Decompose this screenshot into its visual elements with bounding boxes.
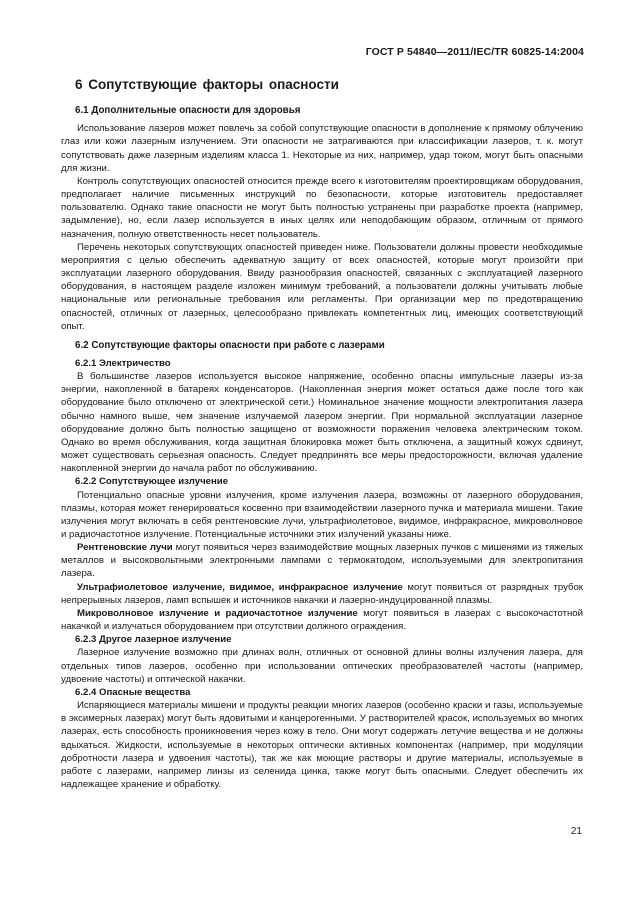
page-number: 21 (570, 826, 582, 837)
subsection-6-2-4-title: 6.2.4 Опасные вещества (75, 686, 191, 698)
paragraph-uv (61, 581, 583, 607)
paragraph: Контроль сопутствующих опасностей относится прежде всего к изготовителям проектировщикам оборудования, предполагает наличие письменных инструкций по безопасности, которые изготовитель предоставляет пользователю. Однако такие опасности не могут быть полностью устранены при разработке проекта (например, задымление), но, если лазер используется в иных целях или неподобающим образом, отличным от прямого назначения, полную ответственность несет пользователь. (61, 175, 583, 240)
page-content (61, 78, 583, 791)
paragraph: Потенциально опасные уровни излучения, кроме излучения лазера, возможны от лазерного оборудования, плазмы, которая может генерироваться косвенно при взаимодействии лазерного пучка и материала мишени. Такие излучения могут включать в себя рентгеновские лучи, ультрафиолетовое, видимое, инфракрасное, микроволновое и радиочастотное излучение. Потенциальные источники этих излучений указаны ниже. (61, 489, 583, 540)
subsection-6-1-title: 6.1 Дополнительные опасности для здоровья (75, 105, 301, 117)
term-uv: Ультрафиолетовое излучение, видимое, инфракрасное излучение (77, 581, 403, 593)
paragraph-microwave (61, 607, 583, 633)
section-title: 6 Сопутствующие факторы опасности (75, 77, 339, 92)
paragraph: Использование лазеров может повлечь за собой сопутствующие опасности в дополнение к прямому облучению глаз или кожи лазерным излучением. Эти опасности не затрагиваются при классификации лазеров, т. к. могут сопутствовать даже лазерным изделиям класса 1. Некоторые из них, например, удар током, могут быть опасными для жизни. (61, 123, 583, 174)
paragraph-xray (61, 541, 583, 580)
text-uv: могут появиться от разрядных трубок непрерывных лазеров, ламп вспышек и источников накачки и лазерно-индуцированной плазмы. (61, 581, 583, 606)
text-microwave: могут появиться в лазерах с высокочастотной накачкой и излучаться оборудованием при отсутствии должного ограждения. (61, 607, 583, 633)
subsection-6-2-3-title: 6.2.3 Другое лазерное излучение (75, 634, 232, 646)
paragraph: Испаряющиеся материалы мишени и продукты реакции многих лазеров (особенно краски и газы, используемые в эксимерных лазерах) могут быть ядовитыми и канцерогенными. У растворителей красок, используемых во многих лазерах, есть способность проникновения через кожу в тело. Они могут содержать летучие вещества и не должны вдыхаться. Жидкости, используемые в некоторых оптически активных компонентах (например, при модуляции добротности лазера и удвоения частоты), так же как моющие растворы и другие материалы, используемые в работе с лазерами, например линзы из селенида цинка, также могут быть опасными. Следует обеспечить их надлежащее хранение и обработку. (61, 700, 583, 790)
subsection-6-2-1-title: 6.2.1 Электричество (75, 357, 171, 369)
paragraph: Лазерное излучение возможно при длинах волн, отличных от основной длины волны излучения лазера, для отдельных типов лазеров, особенно при использовании оптических преобразователей частоты (например, удвоение частоты) и оптической накачки. (61, 647, 583, 685)
paragraph: В большинстве лазеров используется высокое напряжение, особенно опасны импульсные лазеры из-за энергии, накопленной в батареях конденсаторов. (Накопленная энергия может остаться даже после того как оборудование было отключено от электрической сети.) Номинальное значение мощности электропитания лазера обычно намного выше, чем значение излучаемой лазером энергии. При нормальной эксплуатации лазерное оборудование должно быть полностью защищено от возможности поражения человека электрическим током. Однако во время обслуживания, когда защитная блокировка может быть отключена, а защитный кожух сдвинут, может существовать серьезная опасность. Следует предпринять все меры предосторожности, включая удаление накопленной энергии до начала работ по обслуживанию. (61, 371, 583, 475)
subsection-6-2-2-title: 6.2.2 Сопутствующее излучение (75, 476, 229, 488)
paragraph: Перечень некоторых сопутствующих опасностей приведен ниже. Пользователи должны провести необходимые мероприятия с целью обеспечить адекватную защиту от всех опасностей, которые могут произойти при эксплуатации лазерного оборудования. Ввиду разнообразия опасностей, связанных с эксплуатацией лазерного оборудования, в настоящем разделе изложен минимум требований, а пользователи должны учитывать любые национальные или региональные требования или регламенты. При организации мер по предотвращению опасностей, отличных от лазерных, целесообразно привлекать компетентных лиц, имеющих соответствующий опыт. (61, 241, 583, 332)
term-microwave: Микроволновое излучение и радиочастотное излучение (77, 607, 358, 619)
standard-header: ГОСТ Р 54840—2011/IEC/TR 60825-14:2004 (365, 46, 584, 58)
text-xray: могут появиться через взаимодействие мощных лазерных пучков с мишенями из тяжелых металлов и высоковольтными электронными лампами с термокатодом, используемыми для электропитания лазера. (61, 542, 583, 580)
subsection-6-2-title: 6.2 Сопутствующие факторы опасности при работе с лазерами (75, 339, 385, 351)
term-xray: Рентгеновские лучи (77, 542, 173, 554)
